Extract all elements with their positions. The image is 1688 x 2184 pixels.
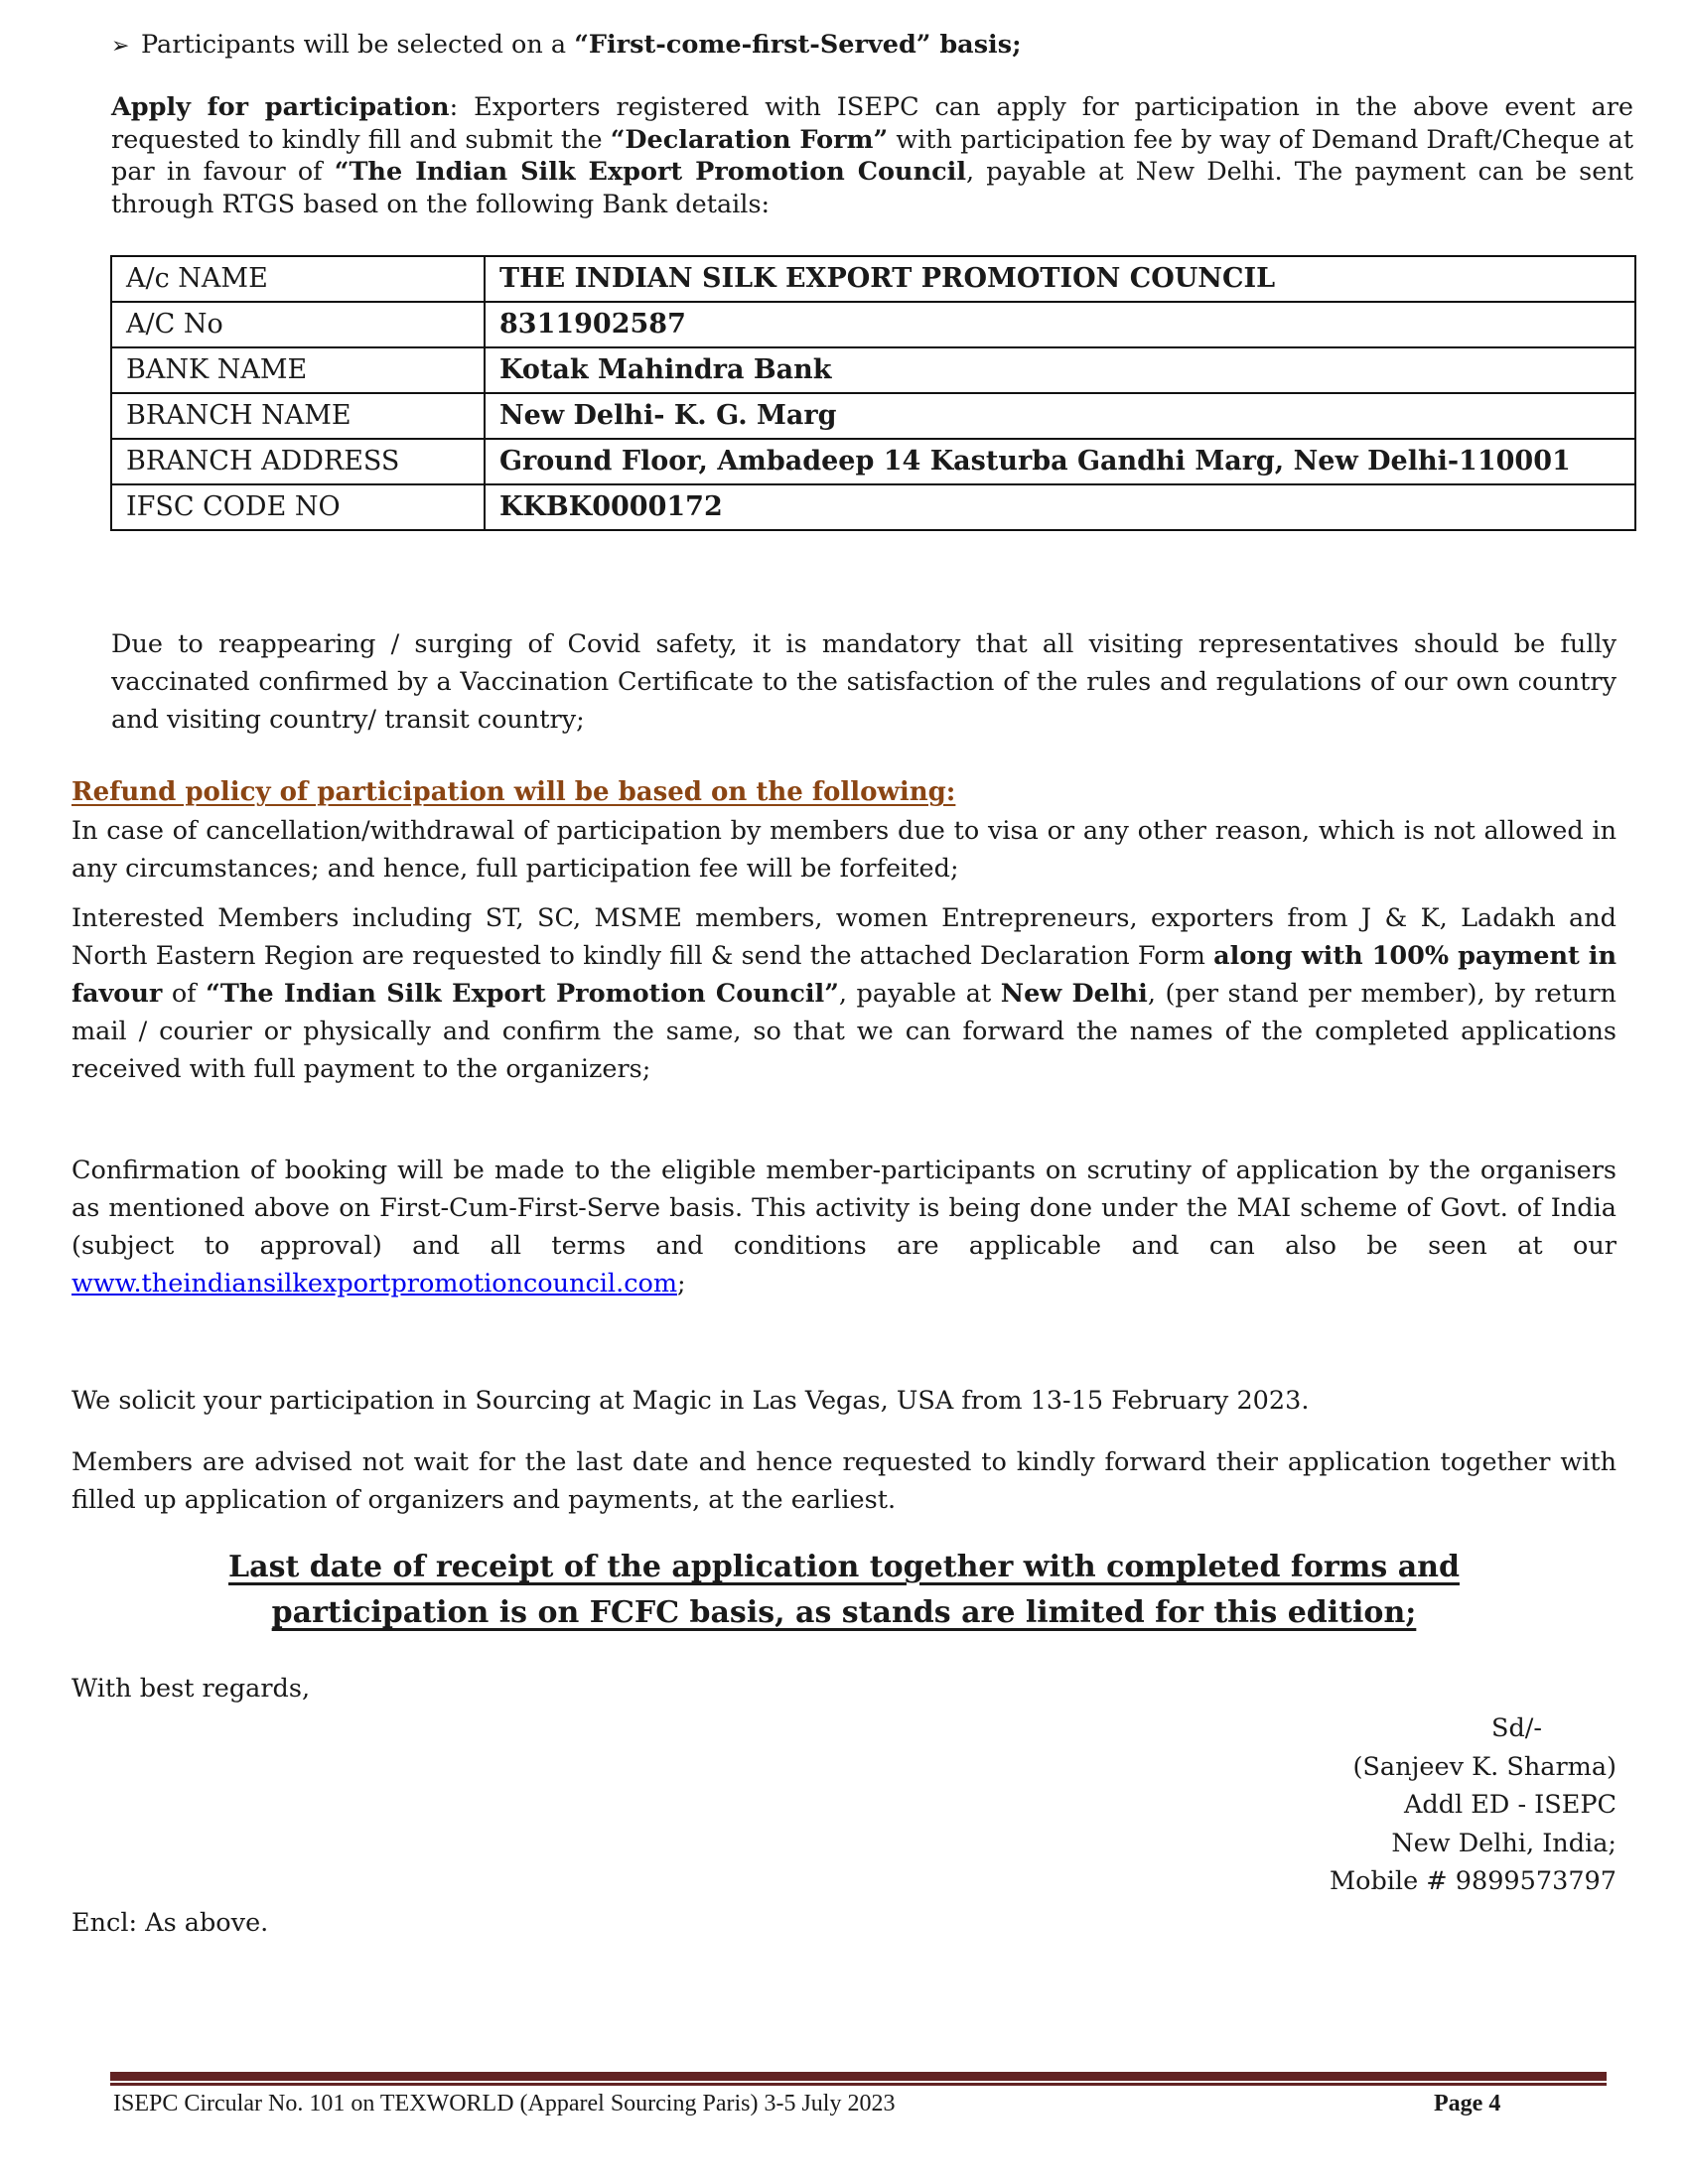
confirm-text: Confirmation of booking will be made to the eligible member-participants on scrutiny of application by the organisers as mentioned above on First-Cum-First-Serve basis. This activity is being done under the MAI scheme of Govt. of India (subject to approval) and all terms and conditions are applicable and can also be seen at our [71, 1156, 1617, 1261]
footer-rule [110, 2072, 1607, 2081]
bank-field-label: BRANCH ADDRESS [111, 439, 485, 484]
declaration-form-mention: “Declaration Form” [610, 124, 889, 155]
bank-field-label: A/c NAME [111, 256, 485, 302]
apply-for-participation-paragraph [111, 91, 1633, 220]
solicit-participation-paragraph: We solicit your participation in Sourcing at Magic in Las Vegas, USA from 13-15 February 2023. [71, 1386, 1310, 1416]
bank-table-row [111, 256, 1635, 302]
apply-text: with participation fee by way of Demand Draft/Cheque at par in favour of [111, 124, 1633, 187]
selection-basis-bullet [111, 26, 1022, 66]
covid-vaccination-paragraph: Due to reappearing / surging of Covid safety, it is mandatory that all visiting representatives should be fully vaccinated confirmed by a Vaccination Certificate to the satisfaction of the rules and regulations of our own country and visiting country/ transit country; [111, 629, 1617, 735]
members-advice-paragraph: Members are advised not wait for the last date and hence requested to kindly forward their application together with filled up application of organizers and payments, at the earliest. [71, 1447, 1617, 1515]
bank-table-row [111, 347, 1635, 393]
interested-members-paragraph [71, 899, 1617, 1088]
last-date-line-1: Last date of receipt of the application together with completed forms and [228, 1550, 1460, 1584]
closing-regards: With best regards, [71, 1674, 311, 1704]
council-website-link[interactable]: www.theindiansilkexportpromotioncouncil.com [71, 1269, 678, 1298]
signatory-title: Addl ED - ISEPC [1403, 1790, 1617, 1820]
signatory-mobile: Mobile # 9899573797 [1329, 1866, 1617, 1896]
bank-field-value: THE INDIAN SILK EXPORT PROMOTION COUNCIL [485, 256, 1635, 302]
bank-field-value: 8311902587 [485, 302, 1635, 347]
bank-table-row [111, 302, 1635, 347]
bank-field-value: KKBK0000172 [485, 484, 1635, 530]
interest-text: of [162, 979, 207, 1009]
bank-table-row [111, 484, 1635, 530]
bank-details-table [110, 255, 1636, 531]
apply-text: , payable at New Delhi. The payment can be sent through RTGS based on the following Bank details: [111, 157, 1633, 219]
interest-text: , (per stand per member), by return mail / courier or physically and confirm the same, so that we can forward the names of the completed applications received with full payment to the organizers; [71, 979, 1617, 1084]
footer-rule-thin [110, 2083, 1607, 2086]
confirm-text-end: ; [677, 1269, 686, 1298]
last-date-notice [71, 1545, 1617, 1636]
enclosure-note: Encl: As above. [71, 1908, 269, 1938]
cancellation-paragraph: In case of cancellation/withdrawal of participation by members due to visa or any other reason, which is not allowed in any circumstances; and hence, full participation fee will be forfeited; [71, 816, 1617, 884]
interest-text: , payable at [838, 979, 1001, 1009]
arrowhead-bullet-icon: ➢ [111, 34, 130, 59]
bullet-text-bold: “First-come-first-Served” basis; [574, 30, 1022, 60]
bank-field-label: BRANCH NAME [111, 393, 485, 439]
apply-text: : Exporters registered with ISEPC can apply for participation in the above event are requested to kindly fill and submit the [111, 92, 1633, 155]
bank-field-value: New Delhi- K. G. Marg [485, 393, 1635, 439]
footer-circular-title: ISEPC Circular No. 101 on TEXWORLD (Apparel Sourcing Paris) 3-5 July 2023 [113, 2091, 896, 2116]
signatory-name: (Sanjeev K. Sharma) [1352, 1751, 1617, 1782]
interest-text: Interested Members including ST, SC, MSME members, women Entrepreneurs, exporters from J & K, Ladakh and North Eastern Region are requested to kindly fill & send the attached Declaration Form [71, 903, 1617, 971]
payment-requirement: along with 100% payment in favour [71, 941, 1617, 1009]
bullet-text: Participants will be selected on a [141, 30, 575, 60]
council-name-mention: “The Indian Silk Export Promotion Council [334, 157, 967, 187]
bank-field-label: IFSC CODE NO [111, 484, 485, 530]
apply-label: Apply for participation [111, 92, 450, 122]
bank-field-value: Kotak Mahindra Bank [485, 347, 1635, 393]
council-name-mention: “The Indian Silk Export Promotion Council” [206, 979, 839, 1009]
bank-field-label: BANK NAME [111, 347, 485, 393]
bank-table-row [111, 393, 1635, 439]
signatory-location: New Delhi, India; [1391, 1828, 1617, 1858]
page-number: Page 4 [1434, 2091, 1501, 2116]
bank-field-label: A/C No [111, 302, 485, 347]
signature-block [1330, 1709, 1617, 1901]
payable-city: New Delhi [1000, 979, 1148, 1009]
refund-policy-heading: Refund policy of participation will be based on the following: [71, 777, 956, 807]
bank-field-value: Ground Floor, Ambadeep 14 Kasturba Gandhi Marg, New Delhi-110001 [485, 439, 1635, 484]
booking-confirmation-paragraph [71, 1152, 1617, 1302]
last-date-line-2: participation is on FCFC basis, as stands are limited for this edition; [271, 1595, 1417, 1630]
bank-table-row [111, 439, 1635, 484]
signature-sd: Sd/- [1491, 1713, 1542, 1743]
